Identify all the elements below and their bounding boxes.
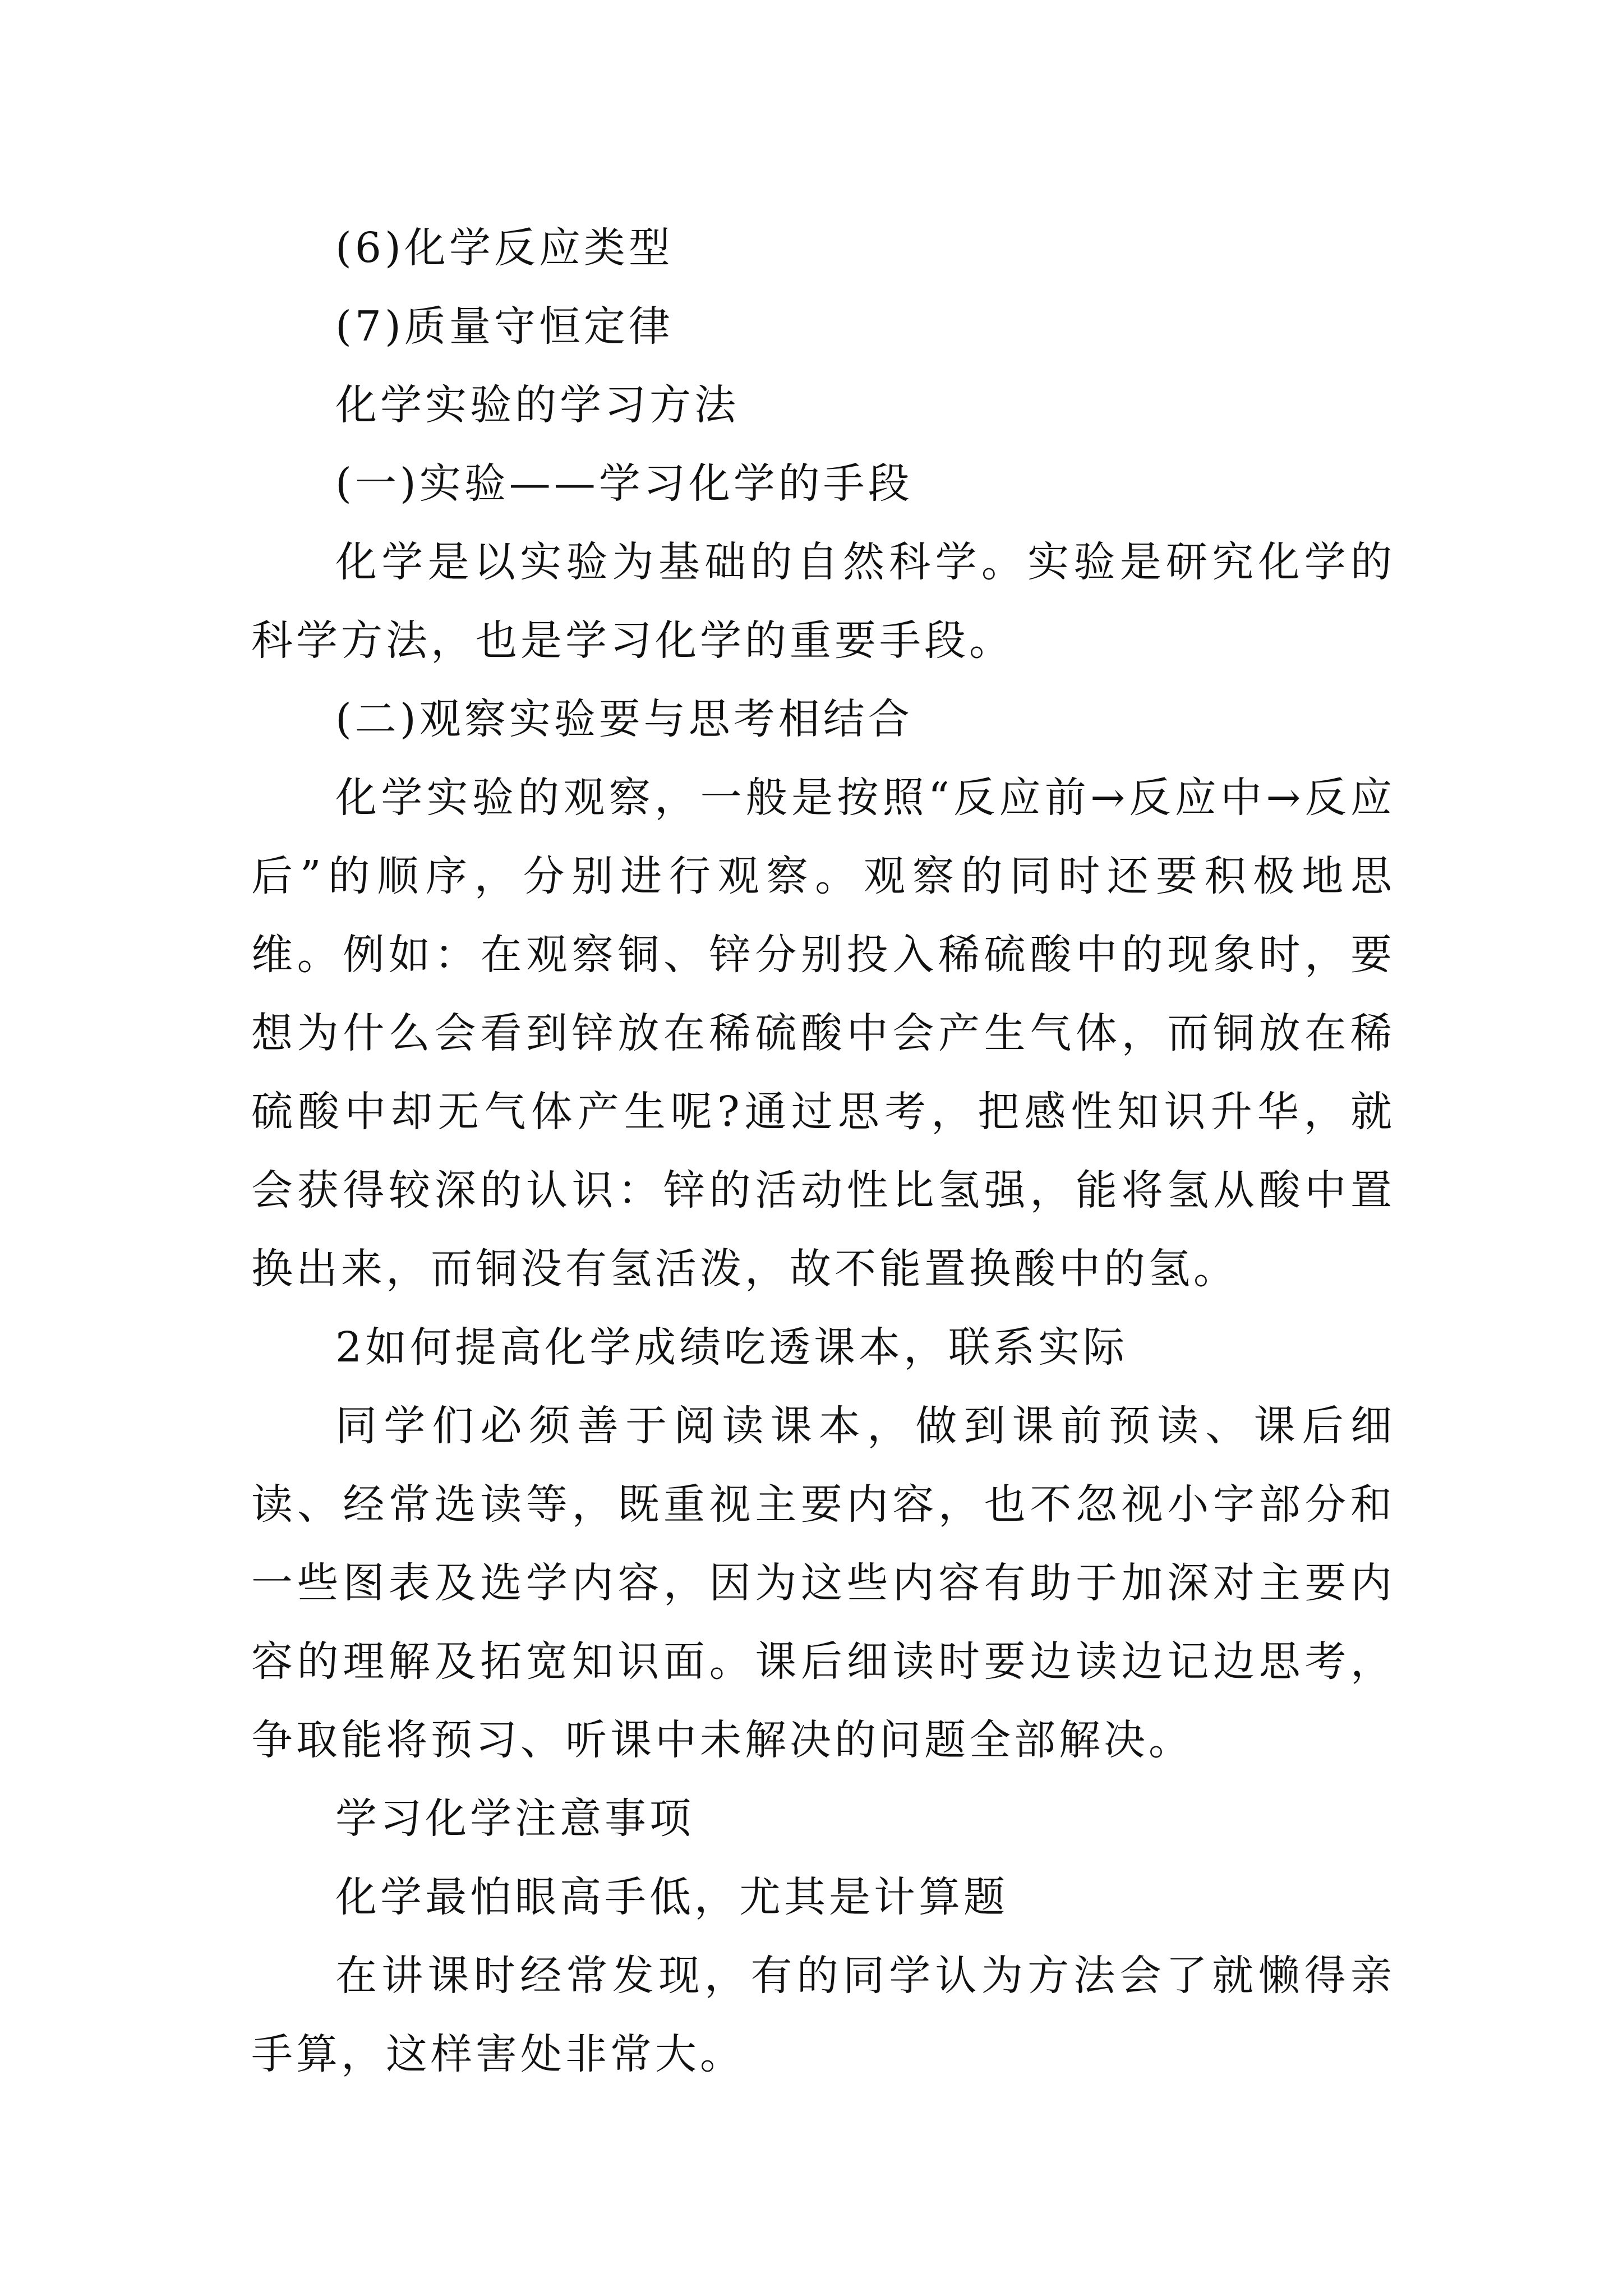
paragraph-calculation-warning: 化学最怕眼高手低，尤其是计算题 — [335, 1873, 1008, 1921]
section-heading-notes: 学习化学注意事项 — [335, 1795, 694, 1843]
paragraph-observation: 化学实验的观察，一般是按照“反应前→反应中→反应后”的顺序，分别进行观察。观察的同时还要积极地思维。例如：在观察铜、锌分别投入稀硫酸中的现象时，要想为什么会看到锌放在稀硫酸中会产生气体，而铜放在稀硫酸中却无气体产生呢?通过思考，把感性知识升华，就会获得较深的认识：锌的活动性比氢强，能将氢从酸中置换出来，而铜没有氢活泼，故不能置换酸中的氢。 — [251, 774, 1395, 1293]
paragraph-reading-textbook: 同学们必须善于阅读课本，做到课前预读、课后细读、经常选读等，既重视主要内容，也不忽视小字部分和一些图表及选学内容，因为这些内容有助于加深对主要内容的理解及拓宽知识面。课后细读时要边读边记边思考，争取能将预习、听课中未解决的问题全部解决。 — [251, 1402, 1395, 1764]
section-heading-improve-grades: 2如何提高化学成绩吃透课本，联系实际 — [335, 1323, 1128, 1372]
paragraph-experiment-basis: 化学是以实验为基础的自然科学。实验是研究化学的科学方法，也是学习化学的重要手段。 — [251, 538, 1395, 665]
section-heading-experiment-methods: 化学实验的学习方法 — [335, 381, 739, 429]
subheading-experiment-means: (一)实验——学习化学的手段 — [335, 459, 913, 508]
document-body — [251, 209, 1395, 2093]
subheading-observe-and-think: (二)观察实验要与思考相结合 — [335, 695, 913, 743]
list-item-reaction-types: (6)化学反应类型 — [335, 224, 674, 272]
paragraph-practice-calculation: 在讲课时经常发现，有的同学认为方法会了就懒得亲手算，这样害处非常大。 — [251, 1952, 1395, 2078]
list-item-mass-conservation: (7)质量守恒定律 — [335, 302, 674, 351]
